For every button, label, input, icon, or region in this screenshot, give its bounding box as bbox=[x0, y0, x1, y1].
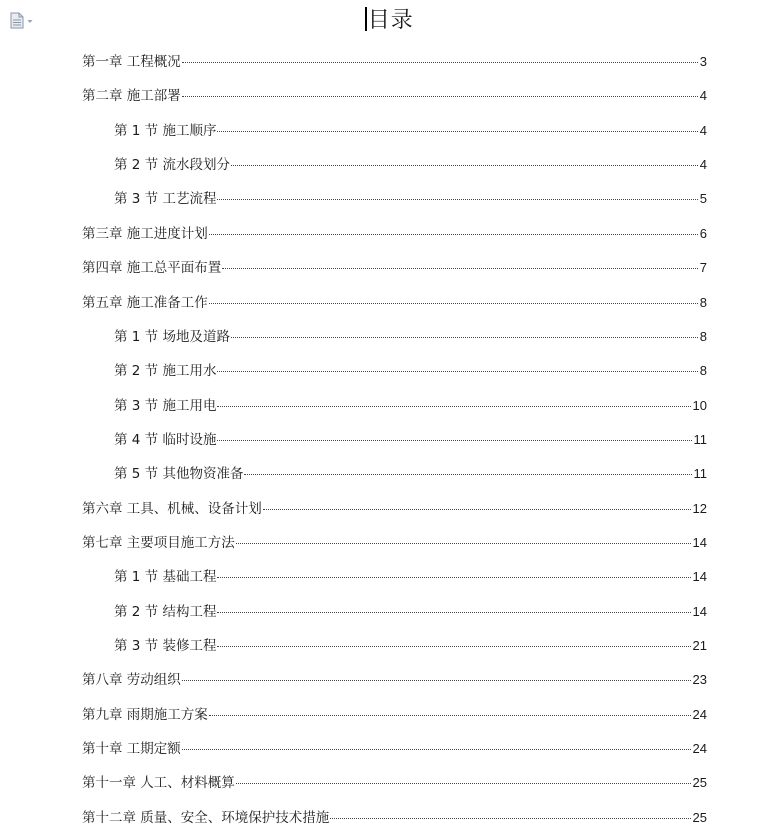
toc-entry-9[interactable] bbox=[114, 328, 707, 346]
toc-dot-leader bbox=[209, 234, 698, 235]
toc-entry-label[interactable]: 第八章 劳动组织 bbox=[82, 672, 181, 689]
toc-entry-label[interactable]: 第一章 工程概况 bbox=[82, 54, 181, 70]
toc-page-number[interactable]: 24 bbox=[692, 741, 707, 756]
toc-dot-leader bbox=[182, 749, 691, 750]
toc-entry-15[interactable] bbox=[82, 534, 707, 552]
toc-page-number[interactable]: 12 bbox=[692, 500, 707, 516]
toc-entry-label[interactable]: 第二章 施工部署 bbox=[82, 88, 181, 105]
toc-entry-13[interactable] bbox=[114, 465, 707, 483]
toc-page-number[interactable]: 11 bbox=[693, 466, 707, 482]
toc-page-number[interactable]: 3 bbox=[699, 54, 707, 69]
toc-entry-label[interactable]: 第 1 节 施工顺序 bbox=[114, 122, 217, 139]
toc-entry-label[interactable]: 第五章 施工准备工作 bbox=[82, 294, 208, 311]
toc-page-number[interactable]: 25 bbox=[692, 809, 707, 825]
toc-entry-8[interactable] bbox=[82, 294, 707, 312]
toc-entry-6[interactable] bbox=[82, 225, 707, 243]
toc-entry-label[interactable]: 第 1 节 场地及道路 bbox=[114, 328, 230, 345]
toc-entry-12[interactable] bbox=[114, 431, 707, 449]
toc-dot-leader bbox=[231, 337, 698, 338]
toc-entry-label[interactable]: 第三章 施工进度计划 bbox=[82, 225, 208, 242]
toc-dot-leader bbox=[217, 646, 690, 647]
toc-entry-label[interactable]: 第 3 节 施工用电 bbox=[114, 397, 217, 414]
toc-entry-label[interactable]: 第七章 主要项目施工方法 bbox=[82, 534, 235, 551]
toc-dot-leader bbox=[217, 406, 690, 407]
toc-entry-14[interactable] bbox=[82, 500, 707, 518]
toc-entry-4[interactable] bbox=[114, 156, 707, 174]
toc-page-number[interactable]: 8 bbox=[699, 294, 707, 310]
toc-dot-leader bbox=[182, 96, 698, 97]
toc-page-number[interactable]: 14 bbox=[692, 603, 707, 619]
toc-entry-label[interactable]: 第 3 节 装修工程 bbox=[114, 638, 217, 654]
toc-entry-label[interactable]: 第 3 节 工艺流程 bbox=[114, 191, 217, 208]
toc-page-number[interactable]: 21 bbox=[692, 638, 707, 653]
toc-page-number[interactable]: 25 bbox=[692, 775, 707, 791]
toc-page-number[interactable]: 8 bbox=[699, 328, 707, 344]
toc-entry-17[interactable] bbox=[114, 603, 707, 621]
toc-entry-20[interactable] bbox=[82, 706, 707, 724]
toc-dot-leader bbox=[231, 165, 698, 166]
toc-entry-label[interactable]: 第 2 节 施工用水 bbox=[114, 363, 217, 380]
toc-entry-7[interactable] bbox=[82, 259, 707, 277]
toc-dot-leader bbox=[236, 543, 691, 544]
toc-entry-22[interactable] bbox=[82, 774, 707, 792]
toc-entry-1[interactable] bbox=[82, 53, 707, 71]
toc-dot-leader bbox=[209, 303, 698, 304]
toc-page-number[interactable]: 7 bbox=[699, 260, 707, 276]
toc-page-number[interactable]: 4 bbox=[699, 88, 707, 104]
toc-title-text: 目录 bbox=[367, 8, 414, 33]
toc-entry-label[interactable]: 第十二章 质量、安全、环境保护技术措施 bbox=[82, 809, 330, 826]
toc-entry-label[interactable]: 第十一章 人工、材料概算 bbox=[82, 775, 235, 792]
toc-dot-leader bbox=[236, 783, 691, 784]
toc-entry-10[interactable] bbox=[114, 362, 707, 380]
toc-entry-label[interactable]: 第 2 节 结构工程 bbox=[114, 603, 217, 620]
toc-page-number[interactable]: 10 bbox=[692, 397, 707, 413]
toc-dot-leader bbox=[209, 715, 691, 716]
toc-page-number[interactable]: 4 bbox=[699, 122, 707, 138]
toc-entry-label[interactable]: 第四章 施工总平面布置 bbox=[82, 260, 222, 277]
toc-dot-leader bbox=[222, 268, 697, 269]
toc-page-number[interactable]: 6 bbox=[699, 225, 707, 241]
toc-entry-label[interactable]: 第十章 工期定额 bbox=[82, 741, 181, 757]
toc-dot-leader bbox=[217, 371, 697, 372]
toc-page-number[interactable]: 14 bbox=[692, 534, 707, 550]
toc-page-number[interactable]: 24 bbox=[692, 706, 707, 722]
toc-entry-3[interactable] bbox=[114, 122, 707, 140]
toc-entry-18[interactable] bbox=[114, 637, 707, 655]
toc-page-number[interactable]: 4 bbox=[699, 157, 707, 173]
toc-entry-label[interactable]: 第九章 雨期施工方案 bbox=[82, 706, 208, 723]
toc-dot-leader bbox=[182, 680, 691, 681]
toc-dot-leader bbox=[217, 440, 691, 441]
toc-entry-label[interactable]: 第 1 节 基础工程 bbox=[114, 569, 217, 586]
toc-dot-leader bbox=[217, 199, 697, 200]
toc-entry-label[interactable]: 第 2 节 流水段划分 bbox=[114, 157, 230, 174]
toc-entry-2[interactable] bbox=[82, 87, 707, 105]
toc-page-number[interactable]: 14 bbox=[692, 569, 707, 585]
toc-entry-label[interactable]: 第六章 工具、机械、设备计划 bbox=[82, 500, 262, 517]
toc-dot-leader bbox=[217, 131, 697, 132]
toc-dot-leader bbox=[244, 474, 691, 475]
toc-page-number[interactable]: 23 bbox=[692, 672, 707, 688]
toc-dot-leader bbox=[263, 509, 691, 510]
toc-entry-11[interactable] bbox=[114, 397, 707, 415]
toc-dot-leader bbox=[330, 818, 690, 819]
toc-entry-16[interactable] bbox=[114, 568, 707, 586]
toc-dot-leader bbox=[217, 612, 690, 613]
toc-entry-label[interactable]: 第 5 节 其他物资准备 bbox=[114, 466, 244, 483]
toc-entry-19[interactable] bbox=[82, 671, 707, 689]
toc-dot-leader bbox=[217, 577, 690, 578]
toc-page-number[interactable]: 11 bbox=[693, 431, 707, 447]
toc-entry-5[interactable] bbox=[114, 190, 707, 208]
toc-entry-label[interactable]: 第 4 节 临时设施 bbox=[114, 431, 217, 448]
toc-entry-23[interactable] bbox=[82, 809, 707, 827]
toc-entry-21[interactable] bbox=[82, 740, 707, 758]
toc-page-number[interactable]: 8 bbox=[699, 363, 707, 379]
toc-page-number[interactable]: 5 bbox=[699, 191, 707, 207]
toc-dot-leader bbox=[182, 62, 698, 63]
